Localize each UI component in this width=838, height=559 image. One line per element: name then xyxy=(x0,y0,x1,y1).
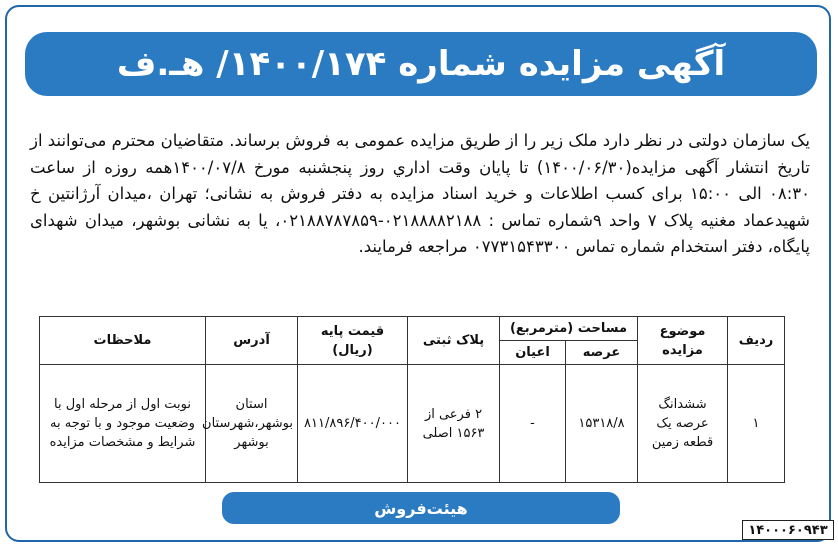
cell-row-num: ۱ xyxy=(728,365,785,483)
cell-notes: نوبت اول از مرحله اول با وضعیت موجود و با توجه به شرایط و مشخصات مزایده xyxy=(40,365,206,483)
ad-body-text: یک سازمان دولتی در نظر دارد ملک زیر را از طریق مزایده عمومی به فروش برساند. متقاضیان محترم می‌توانند از تاریخ انتشار آگهی مزایده(۱۴۰۰/۰۶/۳۰) تا پایان وقت اداري روز پنجشنبه مورخ ۱۴۰۰/۰۷/۸همه روزه از ساعت ۰۸:۳۰ الی ۱۵:۰۰ برای کسب اطلاعات و خرید اسناد مزایده به دفتر فروش به نشانی؛ تهران ،میدان آرژانتین خ شهیدعماد مغنیه پلاک ۷ واحد ۹شماره تماس : ۰۲۱۸۸۸۸۲۱۸۸-۰۲۱۸۸۷۸۷۸۵۹، یا به نشانی بوشهر، میدان شهدای پایگاه، دفتر استخدام شماره تماس ۰۷۷۳۱۵۴۳۳۰۰ مراجعه فرمایند. xyxy=(30,131,811,256)
auction-table xyxy=(39,316,785,483)
footer-sales-board: هیئت‌فروش xyxy=(222,492,620,524)
header-notes: ملاحظات xyxy=(40,317,206,365)
header-area: مساحت (مترمربع) xyxy=(500,317,638,341)
header-base-price: قیمت پایه (ریال) xyxy=(298,317,408,365)
header-area-building: اعیان xyxy=(500,341,566,365)
cell-area-building: - xyxy=(500,365,566,483)
cell-plate: ۲ فرعی از ۱۵۶۳ اصلی xyxy=(408,365,500,483)
header-address: آدرس xyxy=(206,317,298,365)
header-plate: پلاک ثبتی xyxy=(408,317,500,365)
cell-subject: ششدانگ عرصه یک قطعه زمین xyxy=(638,365,728,483)
header-row-num: ردیف xyxy=(728,317,785,365)
table-row xyxy=(40,365,785,483)
ad-title: آگهی مزایده شماره ۱۴۰۰/۱۷۴/ هـ.ف xyxy=(25,32,817,96)
cell-base-price: ۸۱۱/۸۹۶/۴۰۰/۰۰۰ xyxy=(298,365,408,483)
cell-area-land: ۱۵۳۱۸/۸ xyxy=(566,365,638,483)
reference-number: ۱۴۰۰۰۶۰۹۴۳ xyxy=(742,520,834,540)
cell-address: استان بوشهر،شهرستان بوشهر xyxy=(206,365,298,483)
header-subject: موضوع مزایده xyxy=(638,317,728,365)
header-area-land: عرصه xyxy=(566,341,638,365)
